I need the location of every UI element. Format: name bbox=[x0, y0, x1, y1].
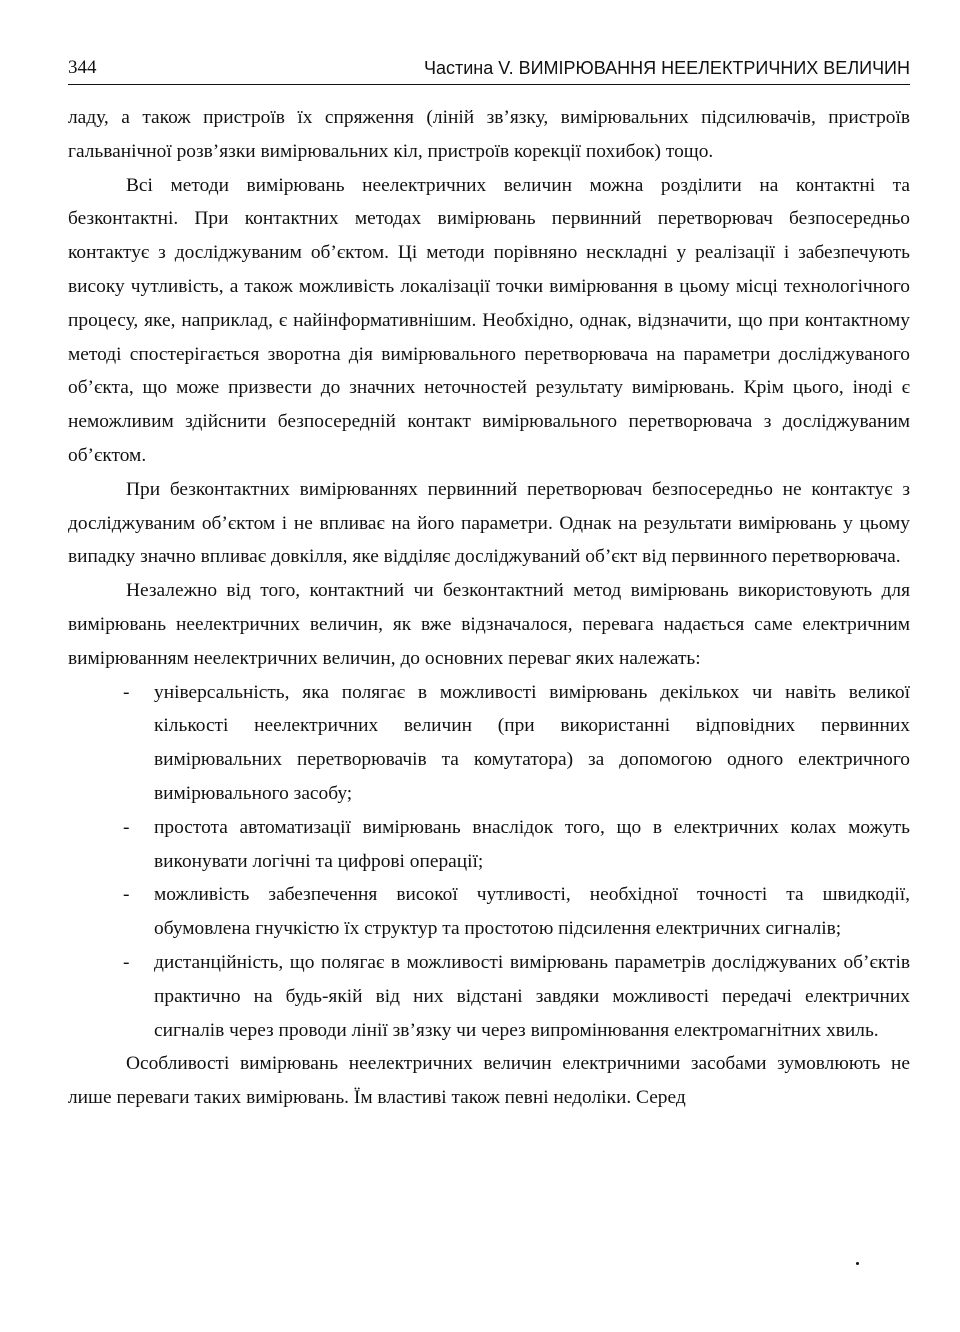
running-title: Частина V. ВИМІРЮВАННЯ НЕЕЛЕКТРИЧНИХ ВЕЛИЧИН bbox=[423, 58, 910, 78]
list-item-text: можливість забезпечення високої чутливості, необхідної точності та швидкодії, обумовлена гнучкістю їх структур та простотою підсилення електричних сигналів; bbox=[154, 884, 910, 940]
list-item bbox=[68, 946, 910, 1047]
list-item bbox=[68, 811, 910, 879]
list-item-text: простота автоматизації вимірювань внаслідок того, що в електричних колах можуть виконувати логічні та цифрові операції; bbox=[154, 816, 910, 872]
advantages-list bbox=[68, 676, 910, 1048]
list-marker: - bbox=[123, 951, 130, 973]
list-item-text: дистанційність, що полягає в можливості вимірювань параметрів досліджуваних об’єктів практично на будь-якій від них відстані завдяки можливості передачі електричних сигналів через проводи лінії зв’язку чи через випромінювання електромагнітних хвиль. bbox=[154, 951, 910, 1041]
page-number: 344 bbox=[68, 57, 97, 78]
list-item bbox=[68, 676, 910, 811]
paragraph: Особливості вимірювань неелектричних величин електричними засобами зумовлюють не лише переваги таких вимірювань. Їм властиві також певні недоліки. Серед bbox=[68, 1053, 910, 1109]
paragraph-continuation: ладу, а також пристроїв їх спряження (ліній зв’язку, вимірювальних підсилювачів, пристроїв гальванічної розв’язки вимірювальних кіл, пристроїв корекції похибок) тощо. bbox=[68, 107, 910, 162]
list-item bbox=[68, 878, 910, 946]
paragraph: При безконтактних вимірюваннях первинний перетворювач безпосередньо не контактує з досліджуваним об’єктом і не впливає на його параметри. Однак на результати вимірювань у цьому випадку значно впливає довкілля, яке відділяє досліджуваний об’єкт від первинного перетворювача. bbox=[68, 478, 910, 568]
paragraph: Незалежно від того, контактний чи безконтактний метод вимірювань використовують для вимірювань неелектричних величин, як вже відзначалося, перевага надається саме електричним вимірюванням неелектричних величин, до основних переваг яких належать: bbox=[68, 580, 910, 669]
page-header bbox=[68, 56, 910, 85]
list-marker: - bbox=[123, 884, 130, 906]
list-marker: - bbox=[123, 681, 130, 703]
body-text bbox=[68, 101, 910, 1115]
document-page bbox=[68, 56, 910, 1115]
scan-speck bbox=[856, 1262, 859, 1265]
paragraph: Всі методи вимірювань неелектричних величин можна розділити на контактні та безконтактні. При контактних методах вимірювань первинний перетворювач безпосередньо контактує з досліджуваним об’єктом. Ці методи порівняно нескладні у реалізації і забезпечують високу чутливість, а також можливість локалізації точки вимірювання в цьому місці технологічного процесу, яке, наприклад, є найінформативнішим. Необхідно, однак, відзначити, що при контактному методі спостерігається зворотна дія вимірювального перетворювача на параметри досліджуваного об’єкта, що може призвести до значних неточностей результату вимірювань. Крім цього, іноді є неможливим здійснити безпосередній контакт вимірювального перетворювача з досліджуваним об’єктом. bbox=[68, 174, 910, 466]
list-marker: - bbox=[123, 816, 130, 838]
list-item-text: універсальність, яка полягає в можливості вимірювань декількох чи навіть великої кількості неелектричних величин (при використанні відповідних первинних вимірювальних перетворювачів та комутатора) за допомогою одного електричного вимірювального засобу; bbox=[154, 681, 910, 804]
